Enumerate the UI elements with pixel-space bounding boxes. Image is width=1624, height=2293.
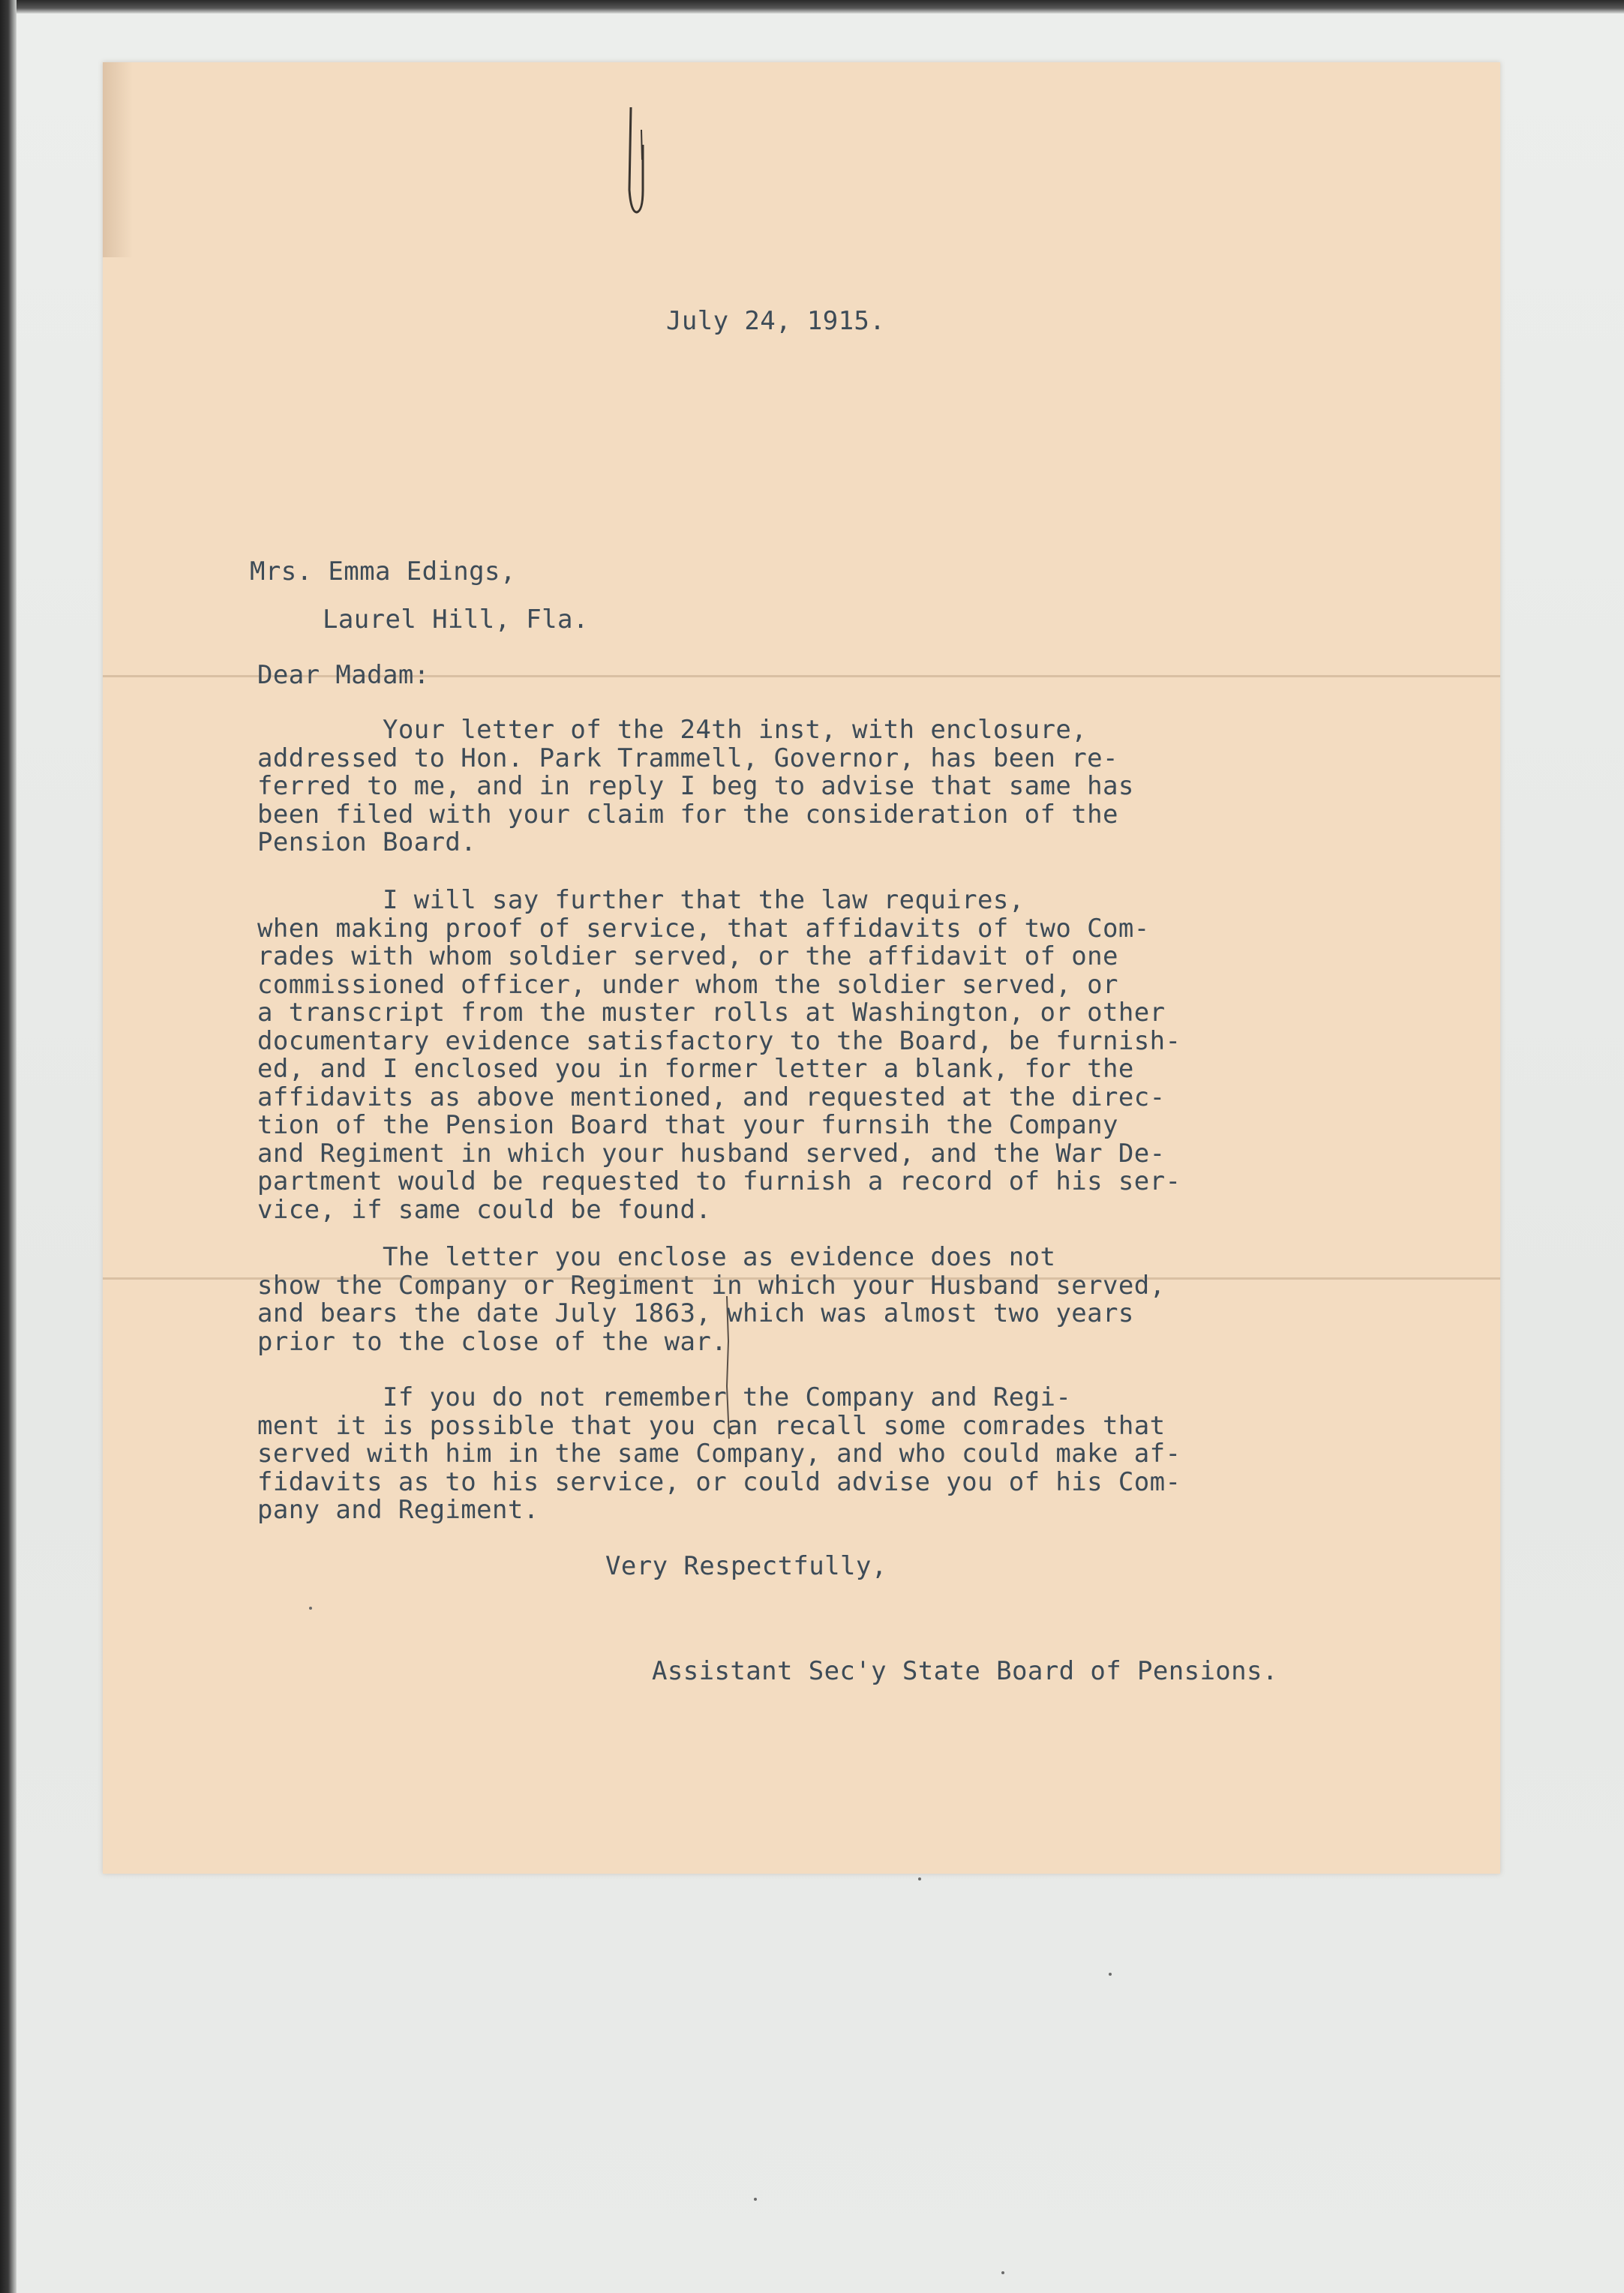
body-paragraph-1: Your letter of the 24th inst, with enclosure, addressed to Hon. Park Trammell, Governor, has been re- ferred to me, and in reply I beg to advise that same has been filed with your claim for the consideration of the Pension Board.: [257, 715, 1134, 857]
dust-speck: [754, 2198, 757, 2201]
recipient-location: Laurel Hill, Fla.: [323, 605, 589, 635]
dust-speck: [1001, 2271, 1004, 2274]
paper-corner-wear: [103, 62, 133, 257]
pencil-mark-icon: [620, 100, 650, 227]
dust-speck: [309, 1607, 312, 1610]
body-paragraph-2: I will say further that the law requires, when making proof of service, that affidavits of two Com- rades with whom soldier served, or the affidavit of one commissioned officer, under whom the soldier served, or a transcript from the muster rolls at Washington, or other documentary evidence satisfactory to the Board, be furnish- ed, and I enclosed you in former letter a blank, for the affidavits as above mentioned, and requested at the direc- tion of the Pension Board that your furnsih the Company and Regiment in which your husband served, and the War De- partment would be requested to furnish a record of his ser- vice, if same could be found.: [257, 885, 1181, 1225]
body-paragraph-3: The letter you enclose as evidence does not show the Company or Regiment in which your Husband served, and bears the date July 1863, which was almost two years prior to the close of the war.: [257, 1242, 1166, 1357]
scanner-top-edge: [0, 0, 1624, 14]
dust-speck: [1109, 1973, 1112, 1976]
scanner-left-edge: [0, 0, 17, 2293]
dust-speck: [918, 1877, 921, 1880]
closing: Very Respectfully,: [605, 1551, 887, 1581]
salutation: Dear Madam:: [257, 660, 430, 690]
recipient-name: Mrs. Emma Edings,: [250, 557, 516, 587]
body-paragraph-4: If you do not remember the Company and Regi- ment it is possible that you can recall some comrades that served with him in the same Company, and who could make af- fidavits as to his service, or could advise you of his Com- pany and Regiment.: [257, 1382, 1181, 1525]
letter-date: July 24, 1915.: [666, 306, 886, 336]
signature-title: Assistant Sec'y State Board of Pensions.: [652, 1656, 1278, 1686]
